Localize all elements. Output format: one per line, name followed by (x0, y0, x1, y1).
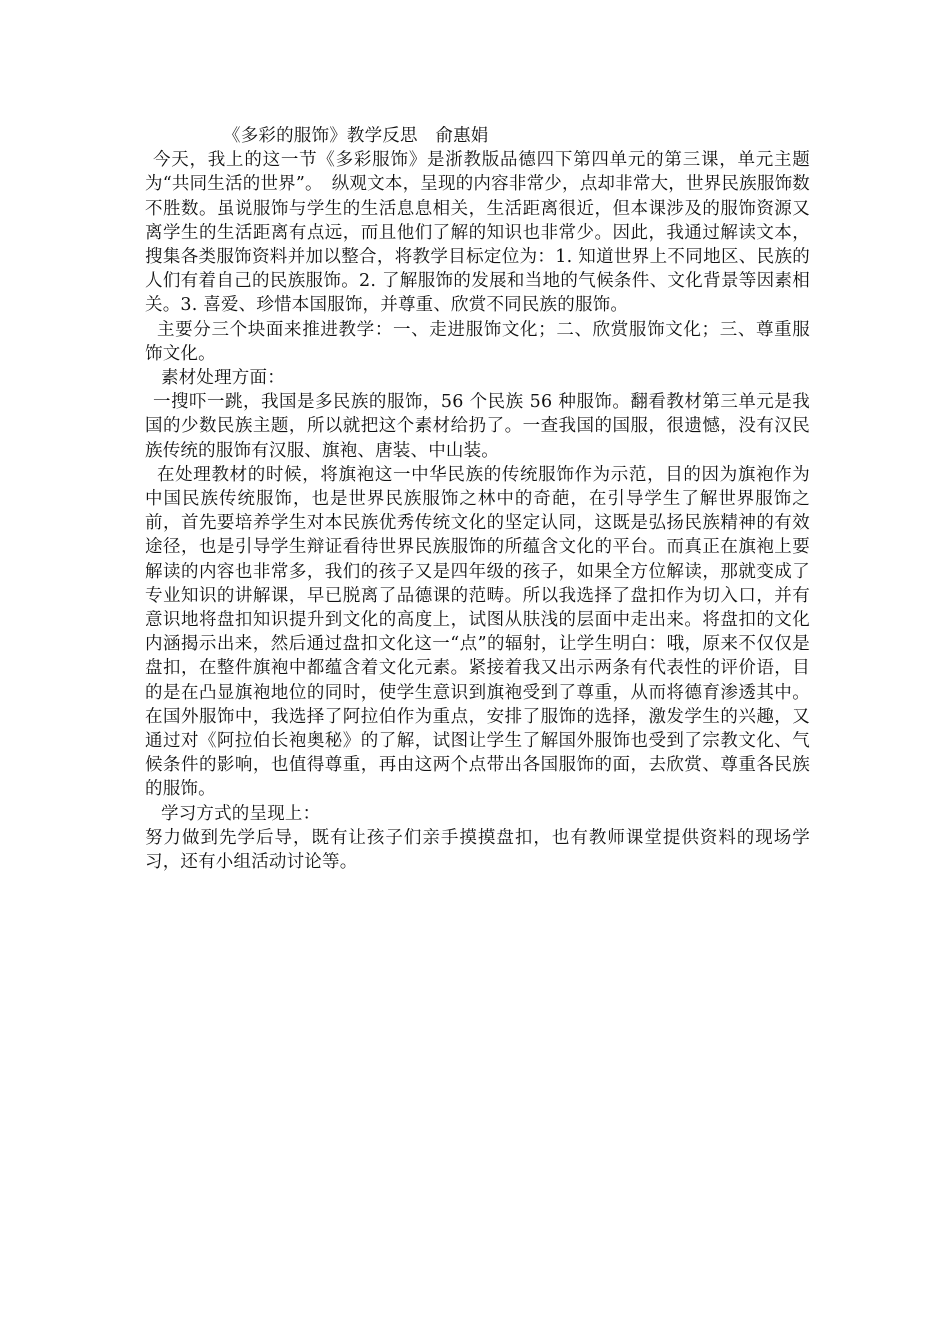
paragraph-learning-heading: 学习方式的呈现上： (161, 803, 321, 824)
paragraph-intro: 今天，我上的这一节《多彩服饰》是浙教版品德四下第四单元的第三课，单元主题为“共同生活的世界”。 纵观文本，呈现的内容非常少，点却非常大，世界民族服饰数不胜数。虽说服饰与学生的生活息息相关，生活距离很近，但本课涉及的服饰资源又离学生的生活距离有点远，而且他们了解的知识也非常少。因此，我通过解读文本，搜集各类服饰资料并加以整合，将教学目标定位为：1. 知道世界上不同地区、民族的人们有着自己的民族服饰。2. 了解服饰的发展和当地的气候条件、文化背景等因素相关。3. 喜爱、珍惜本国服饰，并尊重、欣赏不同民族的服饰。 (145, 150, 810, 316)
document-title: 《多彩的服饰》教学反思 俞惠娟 (223, 126, 489, 146)
paragraph-qipao-analysis: 在处理教材的时候，将旗袍这一中华民族的传统服饰作为示范，目的因为旗袍作为中国民族传统服饰，也是世界民族服饰之林中的奇葩，在引导学生了解世界服饰之前，首先要培养学生对本民族优秀传统文化的坚定认同，这既是弘扬民族精神的有效途径，也是引导学生辩证看待世界民族服饰的所蕴含文化的平台。而真正在旗袍上要解读的内容也非常多，我们的孩子又是四年级的孩子，如果全方位解读，那就变成了专业知识的讲解课，早已脱离了品德课的范畴。所以我选择了盘扣作为切入口，并有意识地将盘扣知识提升到文化的高度上，试图从肤浅的层面中走出来。将盘扣的文化内涵揭示出来，然后通过盘扣文化这一“点”的辐射，让学生明白：哦，原来不仅仅是盘扣，在整件旗袍中都蕴含着文化元素。紧接着我又出示两条有代表性的评价语，目的是在凸显旗袍地位的同时，使学生意识到旗袍受到了尊重，从而将德育渗透其中。在国外服饰中，我选择了阿拉伯作为重点，安排了服饰的选择，激发学生的兴趣，又通过对《阿拉伯长袍奥秘》的了解，试图让学生了解国外服饰也受到了宗教文化、气候条件的影响，也值得尊重，再由这两个点带出各国服饰的面，去欣赏、尊重各民族的服饰。 (145, 464, 810, 800)
paragraph-learning-methods: 努力做到先学后导，既有让孩子们亲手摸摸盘扣，也有教师课堂提供资料的现场学习，还有小组活动讨论等。 (145, 827, 810, 873)
paragraph-materials-heading: 素材处理方面： (161, 368, 285, 389)
document-body (145, 124, 810, 874)
paragraph-structure: 主要分三个块面来推进教学：一、走进服饰文化；二、欣赏服饰文化；三、尊重服饰文化。 (145, 319, 810, 364)
paragraph-materials-search: 一搜吓一跳，我国是多民族的服饰，56 个民族 56 种服饰。翻看教材第三单元是我国的少数民族主题，所以就把这个素材给扔了。一查我国的国服，很遗憾，没有汉民族传统的服饰有汉服、旗袍、唐装、中山装。 (145, 392, 810, 461)
